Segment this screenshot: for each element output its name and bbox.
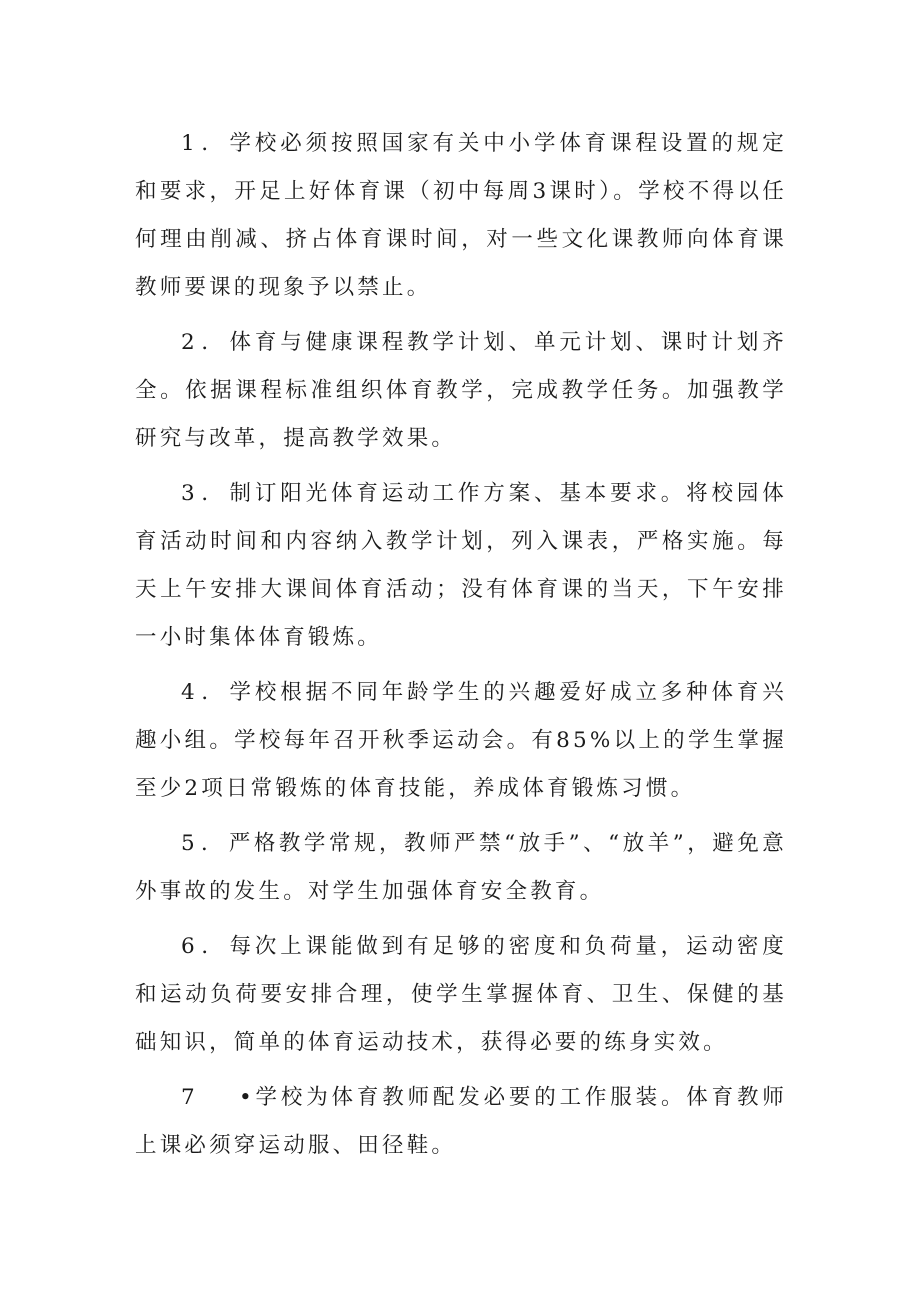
document-page <box>135 120 787 1177</box>
item-separator: ． <box>200 680 230 705</box>
item-separator: ． <box>200 131 230 156</box>
paragraph-text: 体育与健康课程教学计划、单元计划、课时计划齐全。依据课程标准组织体育教学，完成教学任务。加强教学研究与改革，提高教学效果。 <box>135 330 787 451</box>
item-number: 4 <box>181 680 201 705</box>
paragraph-text: 严格教学常规，教师严禁“放手”、“放羊”，避免意外事故的发生。对学生加强体育安全教育。 <box>135 831 787 904</box>
item-separator: ． <box>200 831 229 856</box>
item-separator: • <box>239 1085 255 1110</box>
item-separator: ． <box>200 934 230 959</box>
paragraph-text: 学校为体育教师配发必要的工作服装。体育教师上课必须穿运动服、田径鞋。 <box>135 1085 787 1158</box>
item-number: 2 <box>181 330 201 355</box>
paragraph-text: 学校必须按照国家有关中小学体育课程设置的规定和要求，开足上好体育课（初中每周3课时）。学校不得以任何理由削减、挤占体育课时间，对一些文化课教师向体育课教师要课的现象予以禁止。 <box>135 131 787 300</box>
paragraph-5 <box>135 820 787 916</box>
item-number: 6 <box>181 934 201 959</box>
paragraph-7 <box>135 1074 787 1170</box>
item-number: 3 <box>181 481 201 506</box>
item-number: 1 <box>181 131 201 156</box>
paragraph-1 <box>135 120 787 312</box>
item-separator: ． <box>200 481 230 506</box>
paragraph-text: 学校根据不同年龄学生的兴趣爱好成立多种体育兴趣小组。学校每年召开秋季运动会。有85%以上的学生掌握至少2项日常锻炼的体育技能，养成体育锻炼习惯。 <box>135 680 787 801</box>
item-number: 5 <box>181 831 201 856</box>
item-separator: ． <box>200 330 230 355</box>
paragraph-text: 制订阳光体育运动工作方案、基本要求。将校园体育活动时间和内容纳入教学计划，列入课表，严格实施。每天上午安排大课间体育活动；没有体育课的当天，下午安排一小时集体体育锻炼。 <box>135 481 787 650</box>
paragraph-3 <box>135 470 787 662</box>
paragraph-4 <box>135 669 787 813</box>
paragraph-2 <box>135 319 787 463</box>
paragraph-6 <box>135 923 787 1067</box>
paragraph-text: 每次上课能做到有足够的密度和负荷量，运动密度和运动负荷要安排合理，使学生掌握体育、卫生、保健的基础知识，简单的体育运动技术，获得必要的练身实效。 <box>135 934 787 1055</box>
item-number: 7 <box>181 1085 198 1110</box>
